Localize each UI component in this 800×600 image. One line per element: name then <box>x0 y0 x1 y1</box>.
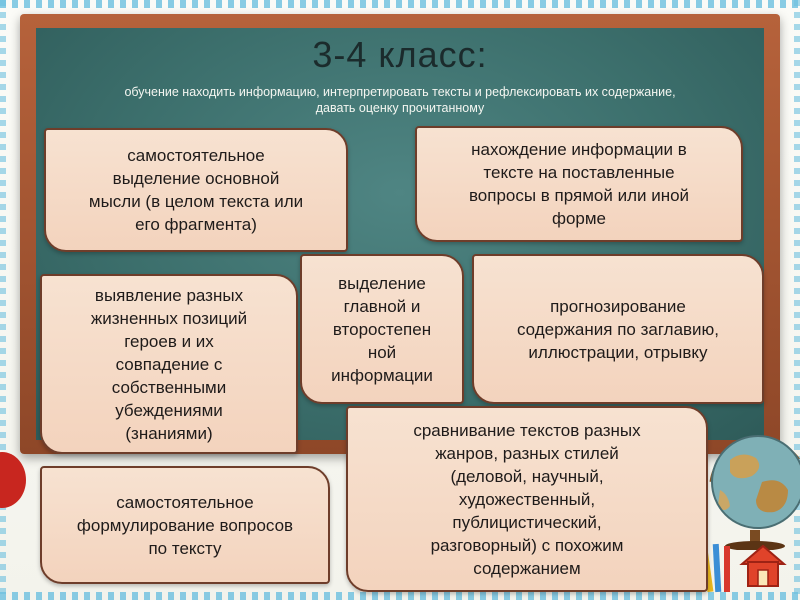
skill-card-text: нахождение информации в тексте на поставленные вопросы в прямой или иной форме <box>468 140 690 228</box>
home-button[interactable] <box>738 540 788 590</box>
skill-card-forecasting <box>472 254 764 404</box>
page-subtitle: обучение находить информацию, интерпретировать тексты и рефлексировать их содержание, давать оценку прочитанному <box>124 85 676 115</box>
page-border-top <box>0 0 800 8</box>
globe-icon <box>700 420 800 550</box>
apple-icon <box>0 430 30 520</box>
skill-card-text: сравнивание текстов разных жанров, разных стилей (деловой, научный, художественный, публицистический, разговорный) с похожим содержанием <box>413 420 641 578</box>
skill-card-comparing-texts <box>346 406 708 592</box>
page-border-bottom <box>0 592 800 600</box>
skill-card-main-secondary <box>300 254 464 404</box>
skill-card-finding-information <box>415 126 743 242</box>
skill-card-life-positions <box>40 274 298 454</box>
page-title: 3-4 класс: <box>312 34 488 75</box>
skill-card-text: выявление разных жизненных позиций героев и их совпадение с собственными убеждениями (знаниями) <box>90 285 248 443</box>
skill-card-formulating-questions <box>40 466 330 584</box>
skill-card-main-idea <box>44 128 348 252</box>
skill-card-text: самостоятельное выделение основной мысли (в целом текста или его фрагмента) <box>88 146 304 234</box>
home-icon <box>742 546 784 586</box>
skill-card-text: самостоятельное формулирование вопросов по тексту <box>76 492 294 558</box>
skill-card-text: прогнозирование содержания по заглавию, иллюстрации, отрывку <box>516 296 720 362</box>
skill-card-text: выделение главной и второстепен ной информации <box>331 273 433 385</box>
